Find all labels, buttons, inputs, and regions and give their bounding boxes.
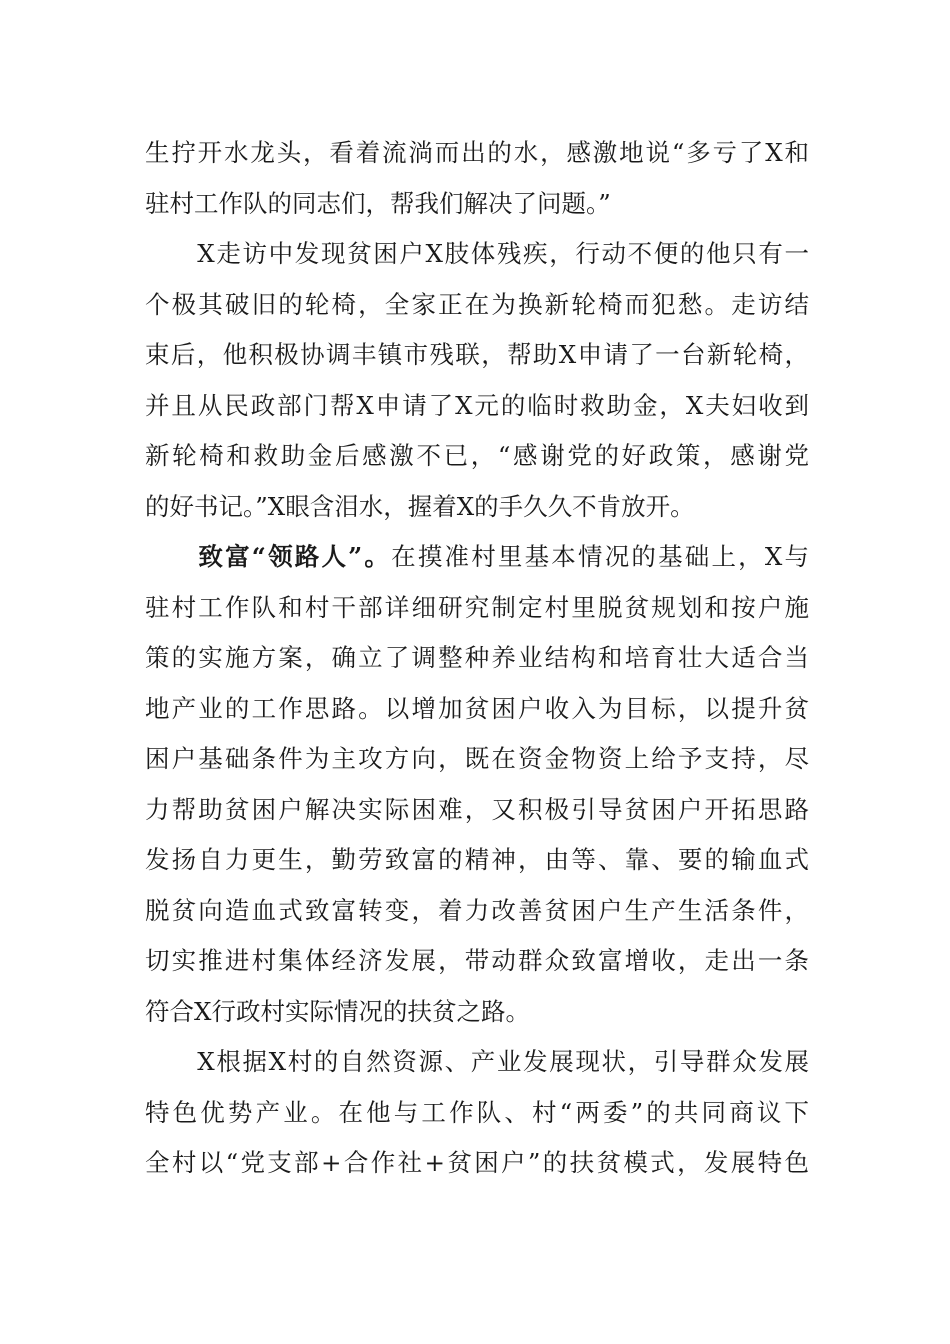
text-line: 个极其破旧的轮椅，全家正在为换新轮椅而犯愁。走访结 bbox=[145, 289, 809, 319]
text-line: 特色优势产业。在他与工作队、村“两委”的共同商议下 bbox=[145, 1097, 809, 1127]
text-line: 困户基础条件为主攻方向，既在资金物资上给予支持，尽 bbox=[145, 744, 809, 773]
text-line: 符合X行政村实际情况的扶贫之路。 bbox=[145, 996, 530, 1026]
text-line bbox=[145, 532, 809, 583]
body-text bbox=[145, 128, 809, 1189]
text-line: 脱贫向造血式致富转变，着力改善贫困户生产生活条件， bbox=[145, 895, 809, 925]
text-line: 策的实施方案，确立了调整种养业结构和培育壮大适合当 bbox=[145, 643, 809, 672]
paragraph-3 bbox=[145, 532, 809, 1037]
text-line: 驻村工作队的同志们，帮我们解决了问题。” bbox=[145, 188, 611, 218]
text-line: 地产业的工作思路。以增加贫困户收入为目标，以提升贫 bbox=[145, 693, 809, 723]
text-line: 并且从民政部门帮X申请了X元的临时救助金，X夫妇收到 bbox=[145, 390, 809, 420]
text-line: X根据X村的自然资源、产业发展现状，引导群众发展 bbox=[145, 1047, 809, 1076]
paragraph-4 bbox=[145, 1037, 809, 1189]
text-line: 切实推进村集体经济发展，带动群众致富增收，走出一条 bbox=[145, 946, 809, 975]
text-run: 在摸准村里基本情况的基础上，X与 bbox=[391, 542, 809, 571]
section-heading: 致富“领路人”。 bbox=[145, 542, 392, 571]
text-line: 束后，他积极协调丰镇市残联，帮助X申请了一台新轮椅， bbox=[145, 340, 809, 369]
text-line: 力帮助贫困户解决实际困难，又积极引导贫困户开拓思路 bbox=[145, 794, 809, 824]
text-line: 新轮椅和救助金后感激不已，“感谢党的好政策，感谢党 bbox=[145, 441, 809, 470]
paragraph-1 bbox=[145, 128, 809, 229]
paragraph-2 bbox=[145, 229, 809, 532]
text-line: 全村以“党支部+合作社+贫困户”的扶贫模式，发展特色 bbox=[145, 1148, 809, 1177]
text-line: X走访中发现贫困户X肢体残疾，行动不便的他只有一 bbox=[145, 239, 809, 268]
text-line: 的好书记。”X眼含泪水，握着X的手久久不肯放开。 bbox=[145, 491, 695, 521]
text-line: 驻村工作队和村干部详细研究制定村里脱贫规划和按户施 bbox=[145, 592, 809, 622]
text-line: 发扬自力更生，勤劳致富的精神，由等、靠、要的输血式 bbox=[145, 845, 809, 874]
text-line: 生拧开水龙头，看着流淌而出的水，感激地说“多亏了X和 bbox=[145, 138, 809, 167]
